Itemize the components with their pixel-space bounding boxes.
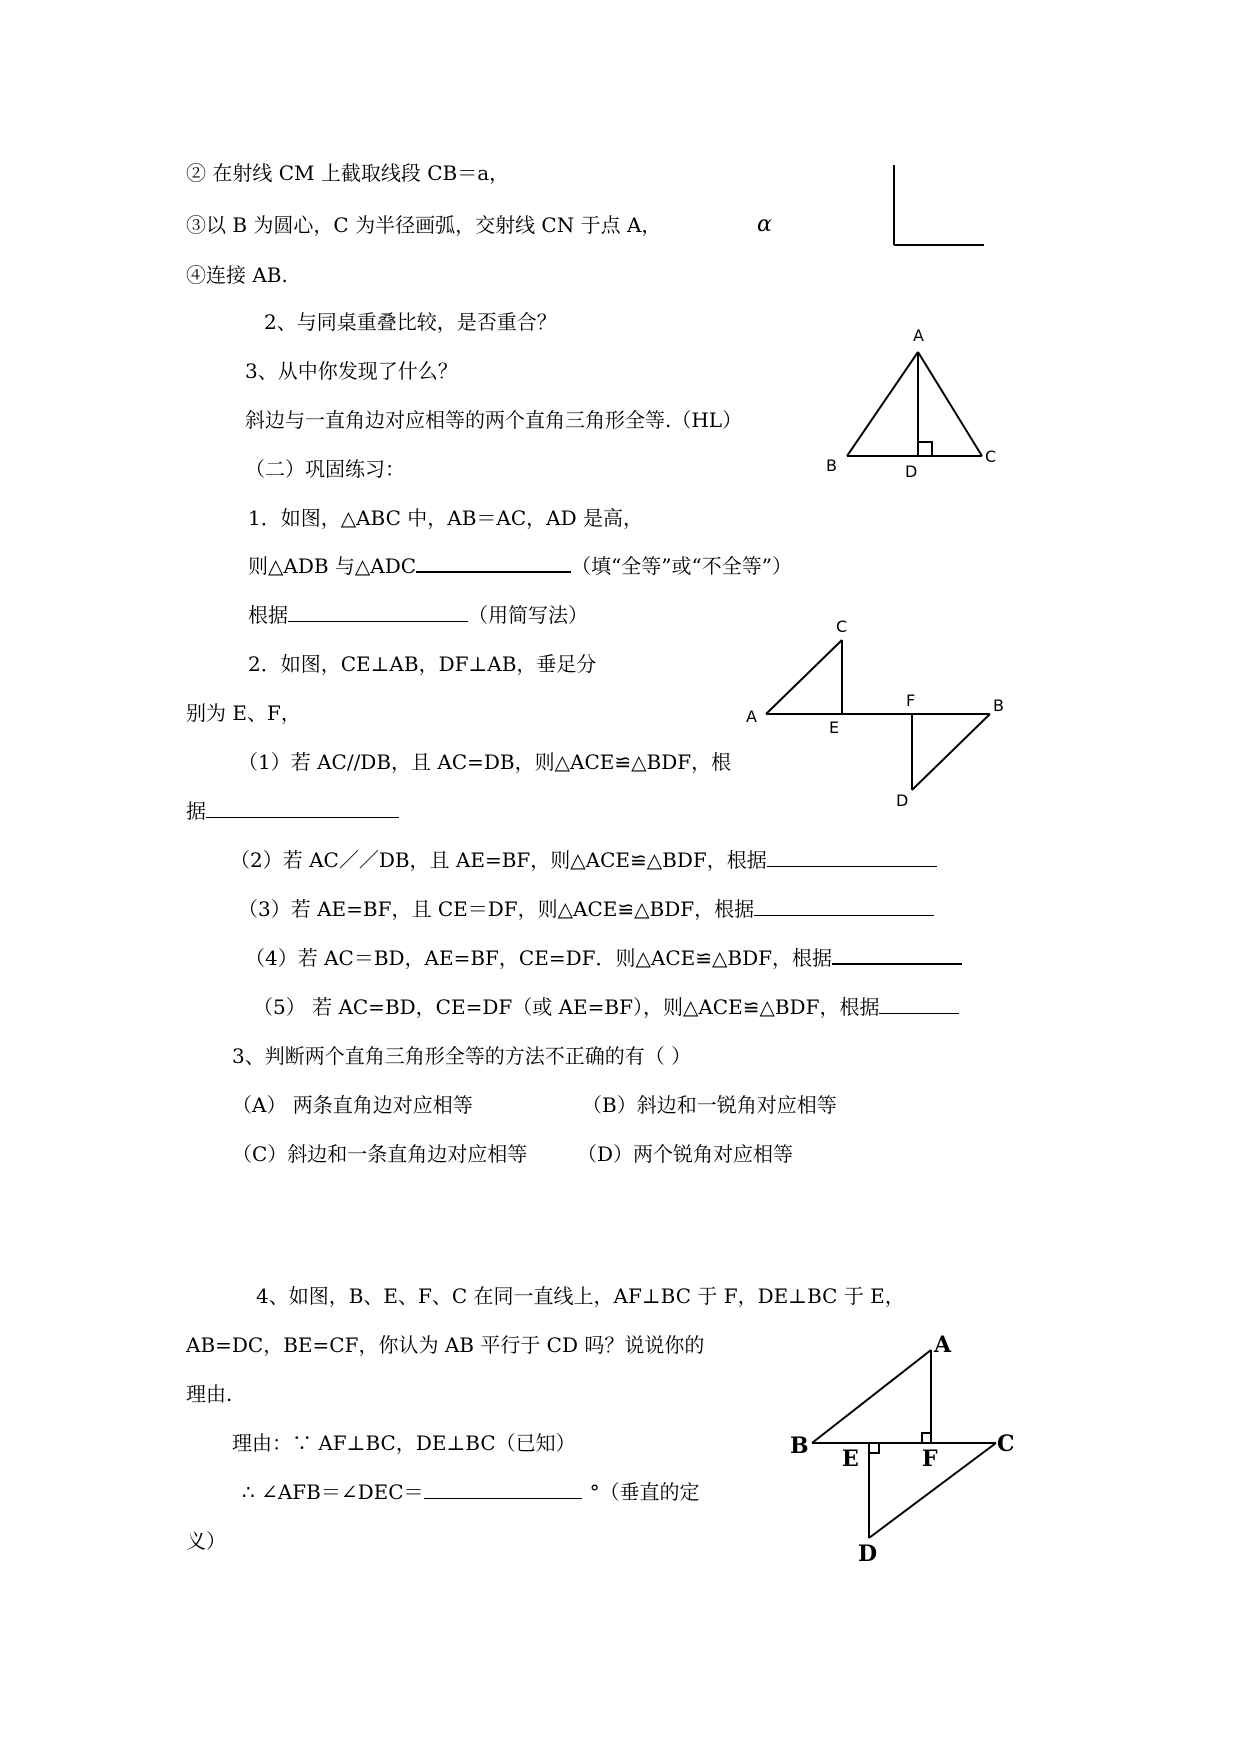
label-b: B	[993, 696, 1004, 715]
exercise-2-text: 2．如图，CE⊥AB，DF⊥AB，垂足分	[248, 652, 597, 676]
parallel-check-figure	[812, 1350, 996, 1538]
exercise-1-text: 1．如图，△ABC 中，AB＝AC，AD 是高，	[248, 506, 643, 530]
triangles-ace-bdf-figure	[766, 640, 990, 790]
reason-prefix: 根据	[248, 603, 288, 627]
right-angle-mark	[918, 442, 932, 456]
label-d: D	[905, 462, 918, 481]
exercise-3-text: 3、判断两个直角三角形全等的方法不正确的有（ ）	[232, 1044, 692, 1068]
question-2-text: 2、与同桌重叠比较，是否重合？	[264, 310, 557, 334]
label-d: D	[858, 1541, 878, 1567]
option-b: （B）斜边和一锐角对应相等	[582, 1093, 837, 1117]
label-a: A	[934, 1332, 952, 1358]
segment-db	[912, 714, 990, 790]
label-b: B	[790, 1433, 809, 1459]
part-2-label: （2）若 AC／／DB，且 AE=BF，则△ACE≌△BDF，根据	[230, 848, 767, 872]
alpha-symbol: α	[757, 212, 772, 237]
label-f: F	[906, 691, 916, 710]
label-b: B	[826, 456, 837, 475]
reason-suffix: （用简写法）	[468, 603, 588, 627]
part-5-label: （5） 若 AC=BD，CE=DF（或 AE=BF），则△ACE≌△BDF，根据	[253, 995, 880, 1019]
label-a: A	[913, 326, 924, 345]
reason-line-1: 理由：∵ AF⊥BC，DE⊥BC（已知）	[232, 1431, 576, 1455]
label-d: D	[896, 791, 909, 810]
option-c: （C）斜边和一条直角边对应相等	[232, 1142, 528, 1166]
segment-ab	[812, 1350, 931, 1443]
label-c: C	[997, 1431, 1015, 1457]
step-2-text: ② 在射线 CM 上截取线段 CB＝a，	[186, 161, 510, 185]
exercise-4-text-cont: AB=DC，BE=CF，你认为 AB 平行于 CD 吗？说说你的	[186, 1333, 705, 1357]
label-c: C	[985, 447, 997, 466]
exercise-2-text-cont: 别为 E、F，	[186, 701, 301, 725]
exercise-4-text: 4、如图，B、E、F、C 在同一直线上，AF⊥BC 于 F，DE⊥BC 于 E，	[256, 1284, 905, 1308]
triangle-abc-figure	[847, 352, 982, 456]
question-3-text: 3、从中你发现了什么？	[245, 359, 458, 383]
label-e: E	[829, 718, 840, 737]
right-angle-mark-e	[869, 1443, 879, 1453]
right-angle-mark-f	[922, 1433, 931, 1443]
label-c: C	[836, 617, 848, 636]
exercise-2-part-1: （1）若 AC//DB，且 AC=DB，则△ACE≌△BDF，根	[238, 750, 732, 774]
step-4-text: ④连接 AB.	[186, 263, 288, 287]
part-1-label: 据	[186, 799, 206, 823]
exercise-4-text-end: 理由.	[186, 1382, 233, 1406]
label-a: A	[746, 707, 757, 726]
part-4-label: （4）若 AC＝BD，AE=BF，CE=DF．则△ACE≌△BDF，根据	[245, 946, 832, 970]
side-ac	[918, 352, 982, 456]
hl-theorem-text: 斜边与一直角边对应相等的两个直角三角形全等.（HL）	[245, 408, 743, 432]
step-3-text: ③以 B 为圆心，C 为半径画弧，交射线 CN 于点 A，	[186, 213, 662, 237]
exercise-1-prefix: 则△ADB 与△ADC	[248, 554, 417, 578]
exercise-1-suffix: （填“全等”或“不全等”）	[571, 554, 792, 578]
option-a: （A） 两条直角边对应相等	[232, 1093, 473, 1117]
definition-note: °（垂直的定	[589, 1480, 700, 1504]
right-angle-figure	[894, 165, 984, 245]
option-d: （D）两个锐角对应相等	[577, 1142, 794, 1166]
side-ab	[847, 352, 918, 456]
angle-equation: ∴ ∠AFB＝∠DEC＝	[242, 1480, 424, 1504]
part-3-label: （3）若 AE=BF，且 CE＝DF，则△ACE≌△BDF，根据	[238, 897, 755, 921]
label-f: F	[922, 1446, 938, 1472]
reason-line-2-cont: 义）	[186, 1529, 226, 1553]
segment-ac	[766, 640, 842, 714]
label-e: E	[842, 1446, 859, 1472]
section-practice-heading: （二）巩固练习：	[245, 457, 405, 481]
